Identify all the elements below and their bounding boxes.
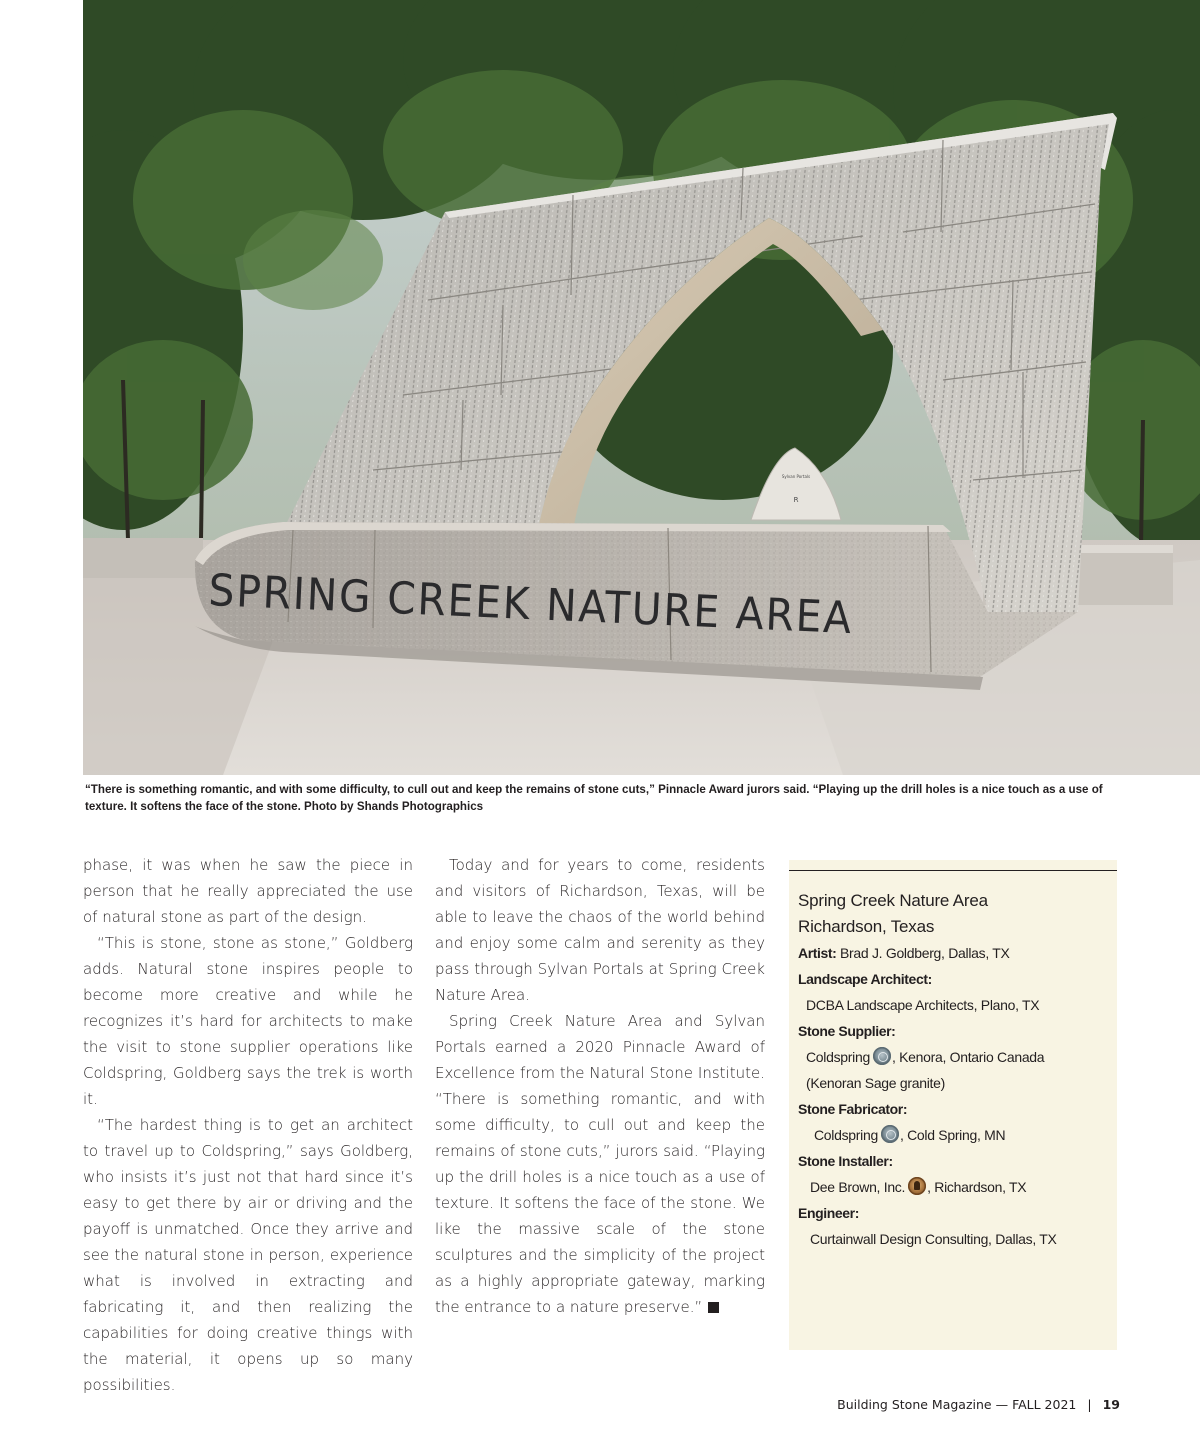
credit-value: Dee Brown, Inc. — [810, 1179, 906, 1195]
sign-lettering: SPRING CREEK NATURE AREA — [207, 565, 906, 647]
page-footer — [837, 1397, 1120, 1412]
credit-value: DCBA Landscape Architects, Plano, TX — [806, 997, 1040, 1013]
credit-artist — [798, 940, 1113, 966]
sidebar-rule — [789, 870, 1117, 871]
credit-value: , Kenora, Ontario Canada — [891, 1049, 1045, 1065]
credit-value: , Richardson, TX — [927, 1179, 1027, 1195]
article-column-left — [83, 852, 413, 1398]
project-credits-sidebar — [789, 860, 1117, 1350]
credit-supplier — [798, 1044, 1113, 1070]
magazine-name: Building Stone Magazine — — [837, 1397, 1009, 1412]
dee-brown-logo-icon — [908, 1177, 926, 1195]
credit-fabricator — [798, 1122, 1113, 1148]
article-paragraph: “This is stone, stone as stone,” Goldberg adds. Natural stone inspires people to become more creative and while he recognizes it’s hard for architects to make the visit to stone supplier operations like Coldspring, Goldberg says the trek is worth it. — [83, 934, 413, 1108]
svg-text:Sylvan Portals: Sylvan Portals — [781, 474, 811, 479]
credit-value: (Kenoran Sage granite) — [806, 1075, 945, 1091]
spring-creek-sign-photo — [83, 0, 1200, 775]
photo-caption: “There is something romantic, and with some difficulty, to cull out and keep the remains of stone cuts,” Pinnacle Award jurors said. “Playing up the drill holes is a nice touch as a use of texture. It softens the face of the stone. Photo by Shands Photographics — [85, 783, 1103, 813]
sidebar-content — [798, 888, 1113, 1252]
article-paragraph: “The hardest thing is to get an architect to travel up to Coldspring,” says Goldberg, who insists it’s just not that hard since it’s easy to get there by air or driving and the payoff is unmatched. Once they arrive and see the natural stone in person, experience what is involved in extracting and fabricating it, and then realizing the capabilities for doing creative things with the material, it opens up so many possibilities. — [83, 1116, 413, 1394]
credit-label: Stone Installer: — [798, 1153, 893, 1169]
credit-label: Engineer: — [798, 1205, 859, 1221]
credit-value: Brad J. Goldberg, Dallas, TX — [836, 945, 1010, 961]
credit-value: , Cold Spring, MN — [899, 1127, 1006, 1143]
article-paragraph: phase, it was when he saw the piece in person that he really appreciated the use of natural stone as part of the design. — [83, 856, 413, 926]
feature-photo — [83, 0, 1200, 775]
credit-label: Stone Supplier: — [798, 1023, 896, 1039]
article-paragraph-text: Spring Creek Nature Area and Sylvan Portals earned a 2020 Pinnacle Award of Excellence from the Natural Stone Institute. “There is something romantic, and with some difficulty, to cull out and keep the remains of stone cuts,” jurors said. “Playing up the drill holes is a nice touch as a use of texture. It softens the face of the stone. We like the massive scale of the stone sculptures and the simplicity of the project as a highly appropriate gateway, marking the entrance to a nature preserve.” — [435, 1012, 765, 1316]
sidebar-subtitle: Richardson, Texas — [798, 917, 935, 936]
credit-label: Landscape Architect: — [798, 971, 932, 987]
page-number: 19 — [1102, 1397, 1120, 1412]
issue-label: FALL 2021 — [1012, 1397, 1077, 1412]
article-column-middle — [435, 852, 765, 1320]
footer-separator: | — [1087, 1397, 1092, 1412]
credit-value: Coldspring — [806, 1049, 870, 1065]
credit-label: Stone Fabricator: — [798, 1101, 908, 1117]
article-paragraph: Today and for years to come, residents and visitors of Richardson, Texas, will be able to leave the chaos of the world behind and enjoy some calm and serenity as they pass through Sylvan Portals at Spring Creek Nature Area. — [435, 856, 765, 1004]
article-paragraph-final — [435, 1008, 765, 1320]
svg-text:R: R — [793, 496, 799, 504]
coldspring-logo-icon — [881, 1125, 899, 1143]
credit-label: Artist: — [798, 945, 837, 961]
end-of-article-mark — [708, 1302, 719, 1313]
coldspring-logo-icon — [873, 1047, 891, 1065]
credit-value: Coldspring — [814, 1127, 878, 1143]
sidebar-title: Spring Creek Nature Area — [798, 891, 988, 910]
credit-value: Curtainwall Design Consulting, Dallas, TX — [810, 1231, 1057, 1247]
credit-installer — [798, 1174, 1113, 1200]
